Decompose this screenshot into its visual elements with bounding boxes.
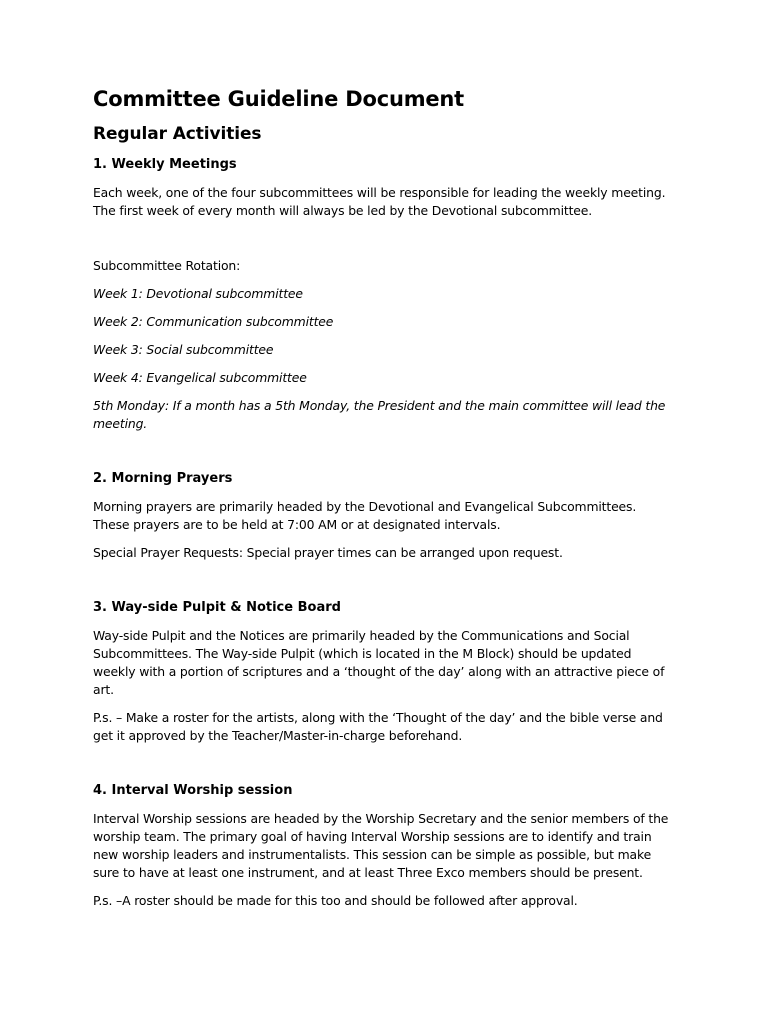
- weekly-meetings-intro: Each week, one of the four subcommittees will be responsible for leading the weekly meeting. The first week of every month will always be led by the Devotional subcommittee.: [93, 185, 666, 218]
- rotation-week-4: Week 4: Evangelical subcommittee: [93, 370, 307, 385]
- morning-prayers-paragraph-1: Morning prayers are primarily headed by the Devotional and Evangelical Subcommittees. These prayers are to be held at 7:00 AM or at designated intervals.: [93, 499, 637, 532]
- rotation-week-3: Week 3: Social subcommittee: [93, 342, 274, 357]
- document-subtitle: Regular Activities: [93, 124, 262, 144]
- interval-worship-paragraph-1: Interval Worship sessions are headed by the Worship Secretary and the senior members of the worship team. The primary goal of having Interval Worship sessions are to identify and train new worship leaders and instrumentalists. This session can be simple as possible, but make sure to have at least one instrument, and at least Three Exco members should be present.: [93, 811, 669, 880]
- morning-prayers-paragraph-2: Special Prayer Requests: Special prayer times can be arranged upon request.: [93, 545, 563, 560]
- section-heading-wayside-pulpit: 3. Way-side Pulpit & Notice Board: [93, 600, 341, 615]
- rotation-label: Subcommittee Rotation:: [93, 258, 241, 273]
- rotation-5th-monday: 5th Monday: If a month has a 5th Monday, the President and the main committee will lead the meeting.: [93, 398, 666, 431]
- rotation-week-2: Week 2: Communication subcommittee: [93, 314, 334, 329]
- wayside-pulpit-paragraph-1: Way-side Pulpit and the Notices are primarily headed by the Communications and Social Subcommittees. The Way-side Pulpit (which is located in the M Block) should be updated weekly with a portion of scriptures and a ‘thought of the day’ along with an attractive piece of art.: [93, 628, 665, 697]
- rotation-week-1: Week 1: Devotional subcommittee: [93, 286, 303, 301]
- wayside-pulpit-paragraph-2: P.s. – Make a roster for the artists, along with the ‘Thought of the day’ and the bible verse and get it approved by the Teacher/Master-in-charge beforehand.: [93, 710, 663, 743]
- section-heading-interval-worship: 4. Interval Worship session: [93, 783, 293, 798]
- document-title: Committee Guideline Document: [93, 87, 465, 111]
- interval-worship-paragraph-2: P.s. –A roster should be made for this too and should be followed after approval.: [93, 893, 578, 908]
- section-heading-weekly-meetings: 1. Weekly Meetings: [93, 157, 237, 172]
- section-heading-morning-prayers: 2. Morning Prayers: [93, 471, 233, 486]
